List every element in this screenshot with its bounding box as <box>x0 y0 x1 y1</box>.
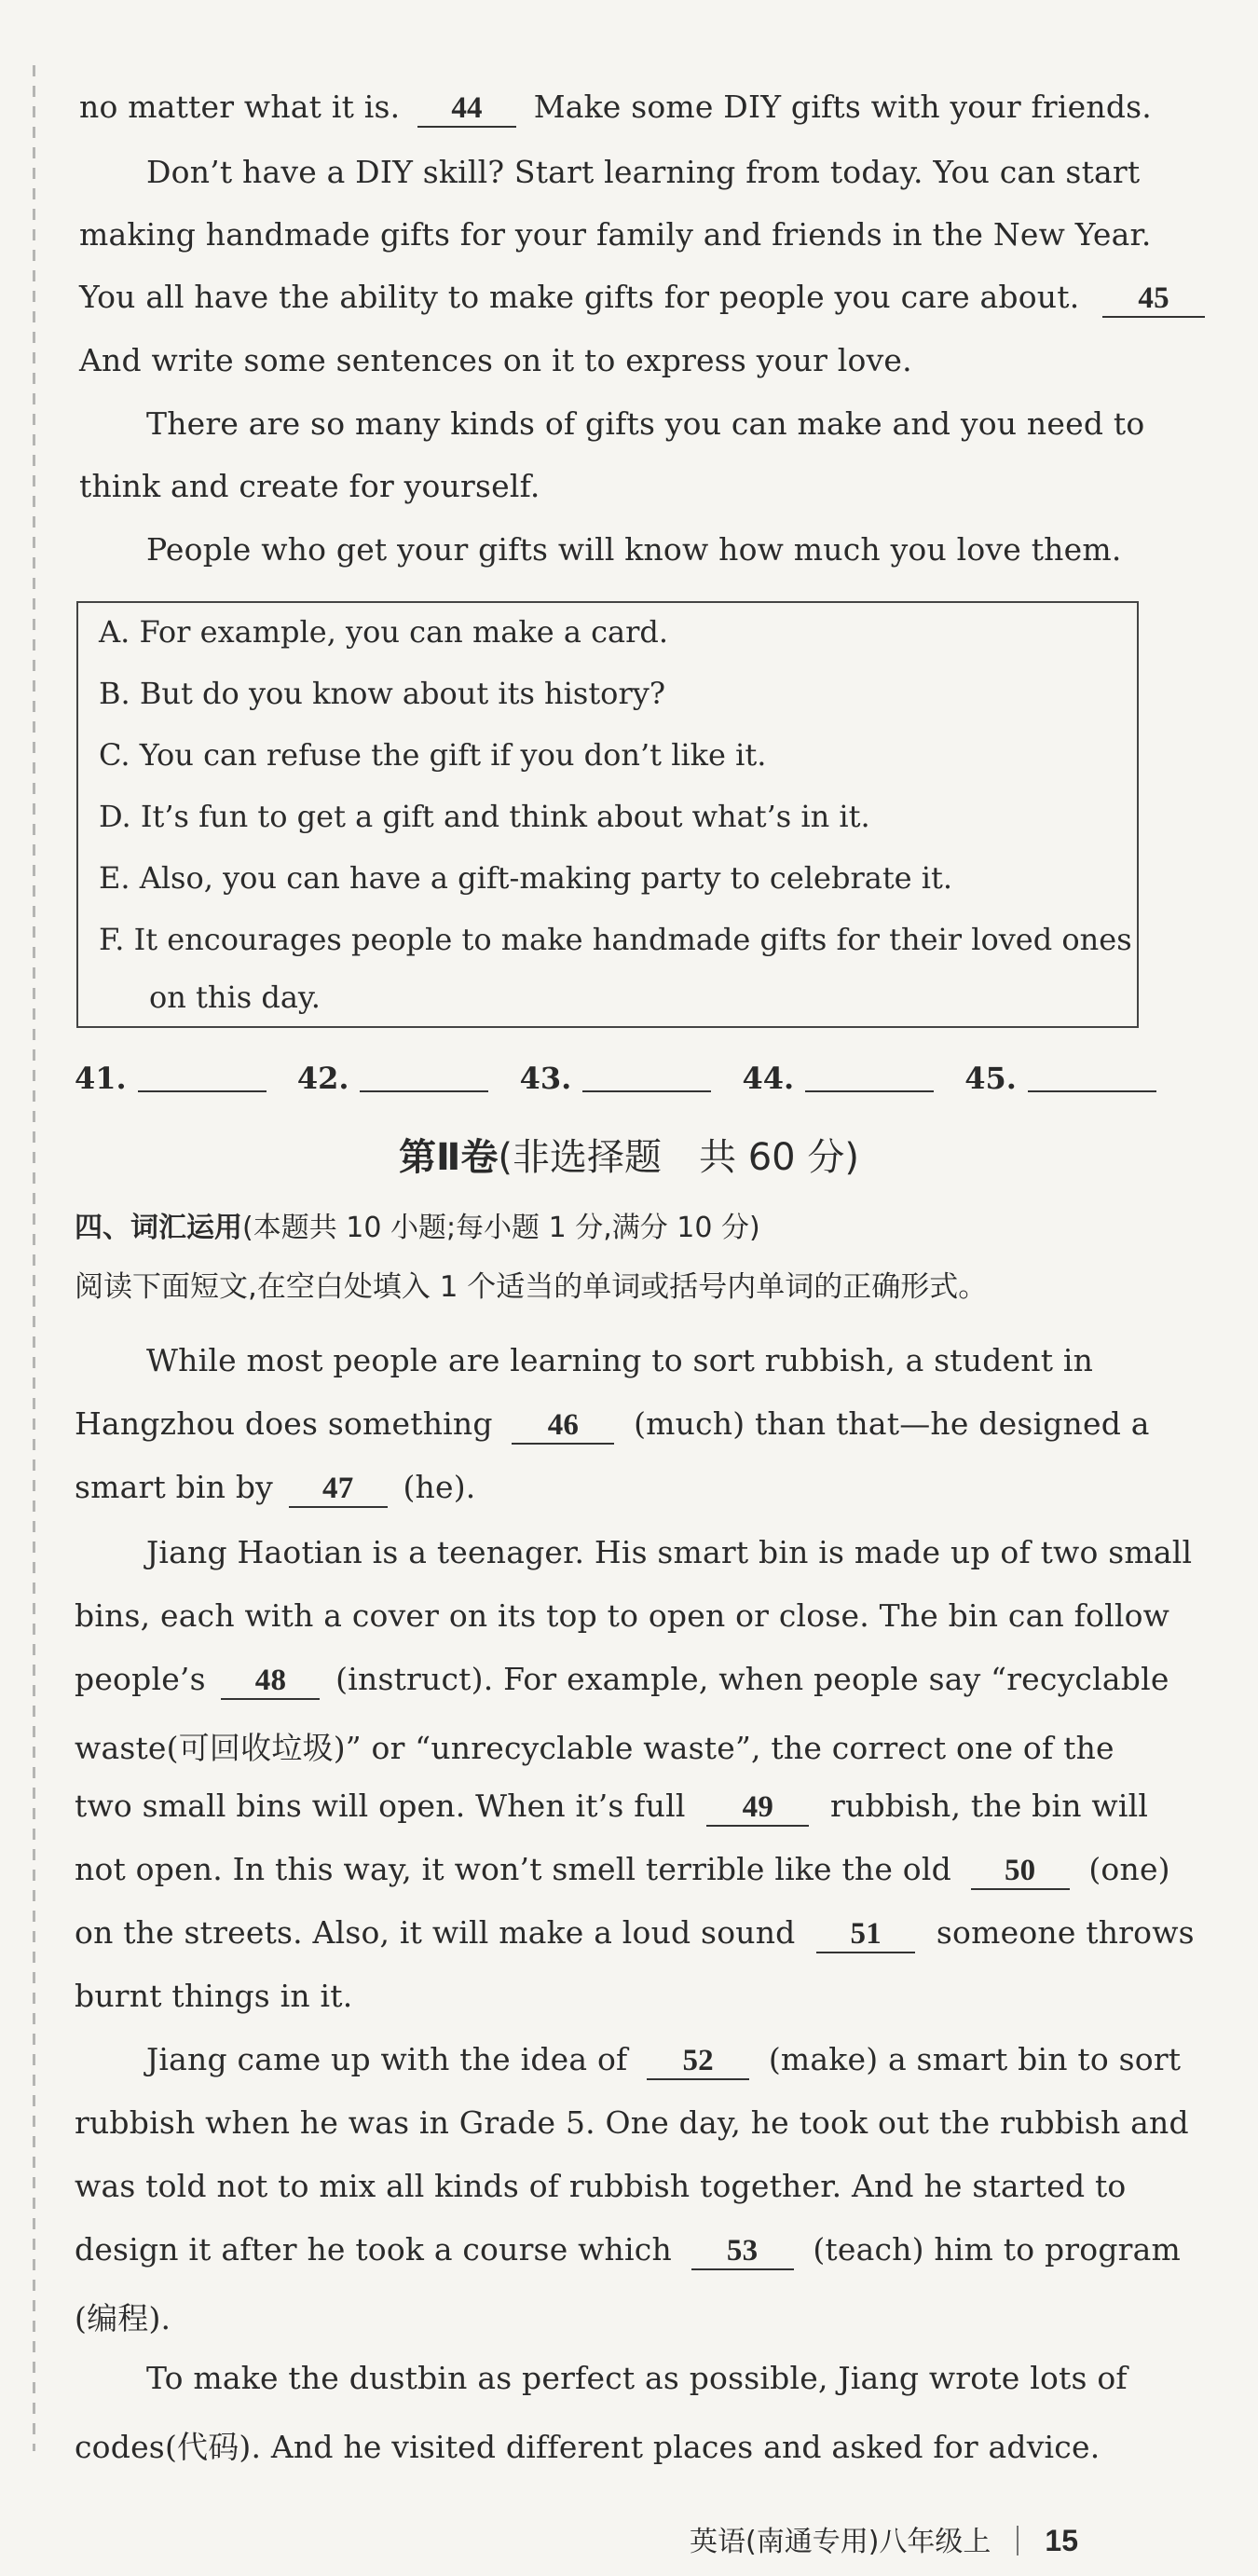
answer-44[interactable]: 44. <box>742 1061 954 1096</box>
option-d: D. It’s fun to get a gift and think about what’s in it. <box>99 799 870 834</box>
page-number: 15 <box>1045 2524 1079 2557</box>
p3-line-3: was told not to mix all kinds of rubbish together. And he started to <box>75 2168 1127 2204</box>
p2-line-6: not open. In this way, it won’t smell terrible like the old 50 (one) <box>75 1851 1170 1890</box>
binding-margin-line <box>33 65 35 2451</box>
blank-44: 44 <box>417 91 516 128</box>
p1-line-2: Hangzhou does something 46 (much) than that—he designed a <box>75 1405 1150 1445</box>
option-f: F. It encourages people to make handmade gifts for their loved ones <box>99 922 1132 957</box>
p2-line-3: people’s 48 (instruct). For example, when people say “recyclable <box>75 1661 1169 1700</box>
blank-47[interactable]: 47 <box>289 1472 388 1508</box>
blank-45: 45 <box>1102 281 1205 318</box>
p3-line-5: (编程). <box>75 2300 171 2336</box>
answer-41[interactable]: 41. <box>75 1061 287 1096</box>
blank-52[interactable]: 52 <box>647 2044 749 2080</box>
p1-line-3: smart bin by 47 (he). <box>75 1469 475 1508</box>
p2-line-2: bins, each with a cover on its top to open or close. The bin can follow <box>75 1597 1170 1634</box>
passage1-line-5: And write some sentences on it to express your love. <box>79 342 912 378</box>
passage1-line-8: People who get your gifts will know how much you love them. <box>146 531 1122 568</box>
p2-line-8: burnt things in it. <box>75 1978 353 2014</box>
p2-line-1: Jiang Haotian is a teenager. His smart bin is made up of two small <box>146 1534 1193 1570</box>
option-b: B. But do you know about its history? <box>99 676 665 711</box>
answer-42[interactable]: 42. <box>297 1061 510 1096</box>
passage1-line-6: There are so many kinds of gifts you can make and you need to <box>146 405 1145 442</box>
p4-line-1: To make the dustbin as perfect as possible, Jiang wrote lots of <box>146 2360 1128 2396</box>
option-a: A. For example, you can make a card. <box>99 614 669 650</box>
answer-row <box>75 1061 1156 1096</box>
footer-divider <box>1017 2526 1019 2555</box>
options-box <box>76 601 1139 1028</box>
p1-line-1: While most people are learning to sort rubbish, a student in <box>146 1342 1094 1378</box>
blank-50[interactable]: 50 <box>971 1854 1070 1890</box>
part4-instruction: 阅读下面短文,在空白处填入 1 个适当的单词或括号内单词的正确形式。 <box>75 1270 988 1304</box>
option-c: C. You can refuse the gift if you don’t like it. <box>99 737 767 773</box>
p3-line-4: design it after he took a course which 53 (teach) him to program <box>75 2231 1181 2270</box>
page-footer <box>690 2518 1078 2559</box>
answer-45[interactable]: 45. <box>964 1061 1156 1096</box>
passage1-line-4: You all have the ability to make gifts for people you care about. 45 <box>79 279 1205 318</box>
p3-line-1: Jiang came up with the idea of 52 (make) a smart bin to sort <box>146 2041 1181 2080</box>
passage1-line-2: Don’t have a DIY skill? Start learning from today. You can start <box>146 154 1141 190</box>
p2-line-5: two small bins will open. When it’s full 49 rubbish, the bin will <box>75 1788 1148 1827</box>
p2-line-4: waste(可回收垃圾)” or “unrecyclable waste”, the correct one of the <box>75 1730 1114 1766</box>
part4-heading: 四、词汇运用(本题共 10 小题;每小题 1 分,满分 10 分) <box>75 1212 760 1244</box>
passage1-line-3: making handmade gifts for your family and friends in the New Year. <box>79 216 1152 253</box>
blank-48[interactable]: 48 <box>221 1664 320 1700</box>
blank-53[interactable]: 53 <box>691 2234 794 2270</box>
book-title: 英语(南通专用)八年级上 <box>690 2526 991 2558</box>
blank-46[interactable]: 46 <box>512 1408 614 1445</box>
blank-49[interactable]: 49 <box>706 1790 809 1827</box>
option-e: E. Also, you can have a gift-making party to celebrate it. <box>99 860 953 896</box>
option-f-continued: on this day. <box>149 980 321 1015</box>
blank-51[interactable]: 51 <box>816 1917 915 1953</box>
passage1-line-7: think and create for yourself. <box>79 468 540 504</box>
p2-line-7: on the streets. Also, it will make a loud sound 51 someone throws <box>75 1914 1195 1953</box>
passage1-line-1: no matter what it is. 44 Make some DIY gifts with your friends. <box>79 89 1152 128</box>
p3-line-2: rubbish when he was in Grade 5. One day, he took out the rubbish and <box>75 2104 1189 2141</box>
section-title: 第Ⅱ卷(非选择题 共 60 分) <box>399 1136 859 1179</box>
p4-line-2: codes(代码). And he visited different places and asked for advice. <box>75 2429 1101 2465</box>
answer-43[interactable]: 43. <box>520 1061 732 1096</box>
